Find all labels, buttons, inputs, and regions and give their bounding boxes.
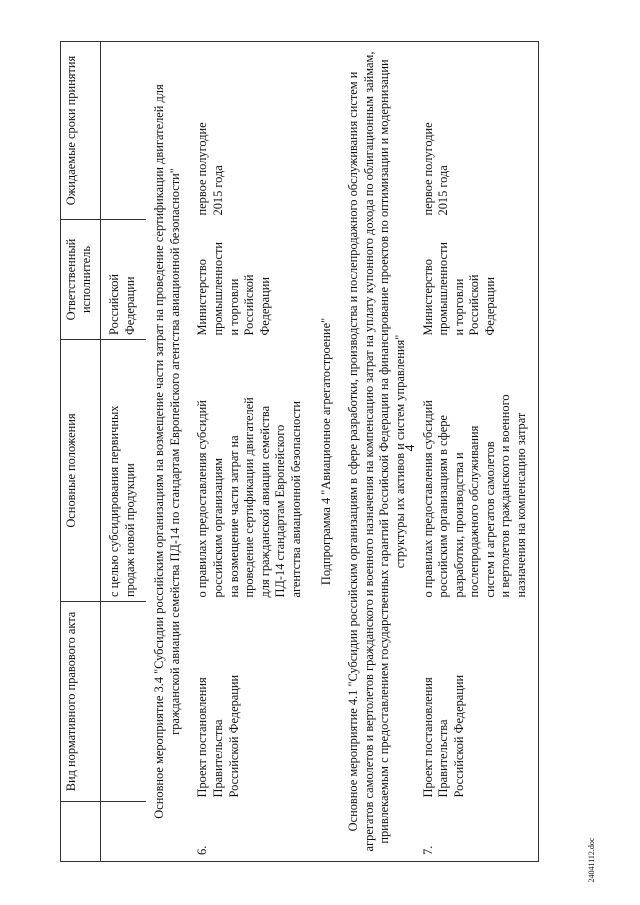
table-row-7 xyxy=(415,42,539,862)
rotated-document-table xyxy=(60,42,580,862)
table-header-row xyxy=(61,42,101,862)
section-heading-measure-4-1 xyxy=(340,42,414,862)
section-heading-measure-3-4 xyxy=(146,42,189,862)
page-number: 4 xyxy=(403,444,418,452)
header-responsible: Ответственный исполнитель xyxy=(61,220,101,340)
continuation-responsible: Российской Федерации xyxy=(101,220,147,340)
row-6-deadline: первое полугодие 2015 года xyxy=(189,42,312,220)
header-act-type: Вид нормативного правового акта xyxy=(61,602,101,802)
row-6-number: 6. xyxy=(189,802,312,862)
regulatory-acts-table xyxy=(60,41,539,862)
row-6-responsible: Министерство промышленности и торговли Российской Федерации xyxy=(195,242,272,336)
row-7-number: 7. xyxy=(415,802,539,862)
section-heading-subprogram-4 xyxy=(313,42,341,862)
row-6-provisions: о правилах предоставления субсидий российским организациям на возмещение части затрат на проведение сертификации двигателей для гражданской авиации семейства ПД-14 стандартам Европейского агентства авиационной безопасности xyxy=(195,397,303,598)
subprogram-4-title: Подпрограмма 4 "Авиационное агрегатостроение" xyxy=(313,42,341,862)
header-deadline: Ожидаемые сроки принятия xyxy=(61,42,101,220)
table-row-continuation xyxy=(101,42,147,862)
footer-doc-code: 24041112.doc xyxy=(587,837,596,883)
row-7-responsible: Министерство промышленности и торговли Российской Федерации xyxy=(415,220,539,340)
table-row-6 xyxy=(189,42,312,862)
row-6-act-type: Проект постановления Правительства Российской Федерации xyxy=(195,674,241,798)
continuation-provisions: с целью субсидирования первичных продаж новой продукции xyxy=(101,340,147,602)
measure-4-1-title: Основное мероприятие 4.1 "Субсидии российским организациям в сфере разработки, производства и послепродажного обслуживания систем и агрегатов самолетов и вертолетов гражданского и военного назначения на компенсацию затрат на уплату купонного дохода по облигационным займам, привлекаемым с предоставлением государственных гарантий Российской Федерации на финансирование проектов по оптимизации и модернизации структуры их активов и систем управления" xyxy=(340,42,414,862)
row-7-deadline: первое полугодие 2015 года xyxy=(415,42,539,220)
row-7-provisions: о правилах предоставления субсидий российским организациям в сфере разработки, производства и послепродажного обслуживания систем и агрегатов самолетов и вертолетов гражданского и военного назначения на компенсацию затрат xyxy=(415,340,539,602)
measure-3-4-title: Основное мероприятие 3.4 "Субсидии российским организациям на возмещение части затрат на проведение сертификации двигателей для гражданской авиации семейства ПД-14 по стандартам Европейского агентства авиационной безопасности" xyxy=(146,42,189,862)
header-provisions: Основные положения xyxy=(61,340,101,602)
header-number xyxy=(61,802,101,862)
row-7-act-type: Проект постановления Правительства Российской Федерации xyxy=(415,602,539,802)
